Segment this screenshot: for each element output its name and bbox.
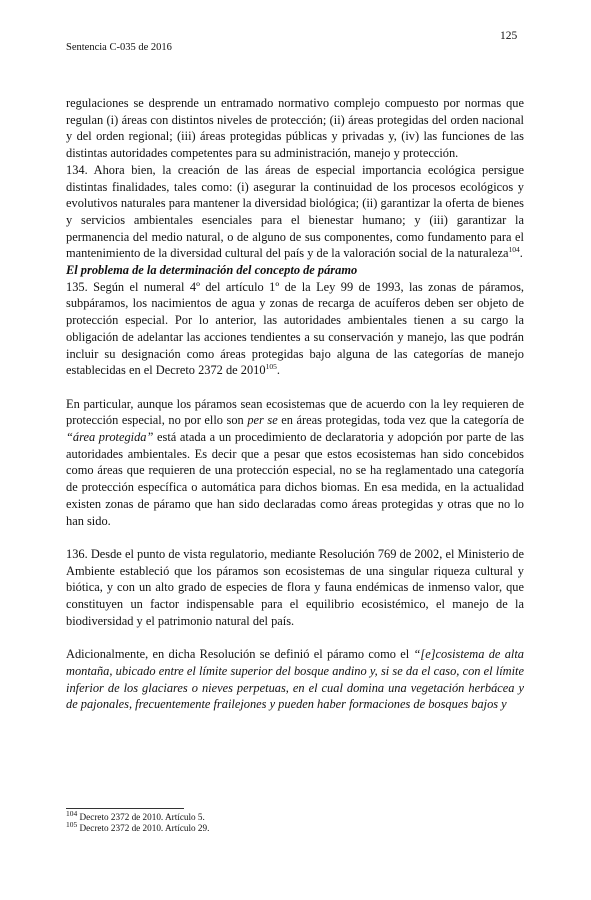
footnote-ref-105[interactable]: 105 bbox=[265, 362, 277, 372]
running-header: Sentencia C-035 de 2016 bbox=[66, 42, 172, 53]
paragraph-134: 134. Ahora bien, la creación de las áreas de especial importancia ecológica persigue distintas finalidades, tales como: (i) asegurar la continuidad de los procesos ecológicos y evolutivos naturales para mantener la diversidad biológica; (ii) garantizar la oferta de bienes y servicios ambientales esenciales para el bienestar humano; y (iii) garantizar la permanencia del medio natural, o de alguno de sus componentes, como fundamento para el mantenimiento de la diversidad cultural del país y de la valoración social de la naturaleza$^{104}$. bbox=[66, 162, 524, 261]
footnote-104: $^{104}$ Decreto 2372 de 2010. Artículo 5. bbox=[66, 808, 205, 822]
section-heading: El problema de la determinación del concepto de páramo bbox=[66, 263, 358, 278]
paragraph-en-particular: En particular, aunque los páramos sean ecosistemas que de acuerdo con la ley requieren de protección especial, no por ello son per se en áreas protegidas, toda vez que la categoría de “área protegida” está atada a un procedimiento de declaratoria y adopción por parte de las autoridades ambientales. Es decir que a pesar que estos ecosistemas han sido concebidos como áreas que requieren de una protección especial, no se ha reglamentado una categoría de protección específica o automática para dichos biomas. En esa medida, en la actualidad existen zonas de páramo que han sido declaradas como áreas protegidas y otras que no lo han sido. bbox=[66, 396, 525, 528]
paragraph-adicionalmente: Adicionalmente, en dicha Resolución se definió el páramo como el “[e]cosistema de alta montaña, ubicado entre el límite superior del bosque andino y, si se da el caso, con el límite inferior de los glaciares o nieves perpetuas, en el cual domina una vegetación herbácea y de pajonales, frecuentemente frailejones y pueden haber formaciones de bosques bajos y bbox=[66, 647, 524, 712]
body-text bbox=[66, 95, 524, 713]
paragraph-continuation: regulaciones se desprende un entramado normativo complejo compuesto por normas que regulan (i) áreas con distintos niveles de protección; (ii) áreas protegidas del orden nacional y del orden regional; (iii) áreas protegidas públicas y privadas y, (iv) las funciones de las distintas autoridades competentes para su administración, manejo y protección. bbox=[66, 96, 524, 161]
page-number: 125 bbox=[500, 30, 518, 42]
paragraph-135: 135. Según el numeral 4º del artículo 1º de la Ley 99 de 1993, las zonas de páramos, subpáramos, los nacimientos de agua y zonas de recarga de acuíferos deben ser objeto de protección especial. Por lo anterior, las autoridades ambientales tienen a su cargo la obligación de adelantar las acciones tendientes a su conservación y manejo, las que podrán incluir su designación como áreas protegidas bajo alguna de las categorías de manejo establecidas en el Decreto 2372 de 2010$^{105}$. bbox=[66, 279, 524, 378]
footnote-105: $^{105}$ Decreto 2372 de 2010. Artículo 29. bbox=[66, 819, 210, 833]
paragraph-136: 136. Desde el punto de vista regulatorio, mediante Resolución 769 de 2002, el Ministerio de Ambiente estableció que los páramos son ecosistemas de una singular riqueza cultural y biótica, y con un alto grado de especies de flora y fauna endémicas de inmenso valor, que constituyen un factor indispensable para el equilibrio ecosistémico, el manejo de la biodiversidad y el patrimonio natural del país. bbox=[66, 546, 524, 628]
footnotes bbox=[66, 808, 210, 834]
footnote-separator bbox=[66, 808, 184, 809]
footnote-ref-104[interactable]: 104 bbox=[508, 245, 520, 255]
